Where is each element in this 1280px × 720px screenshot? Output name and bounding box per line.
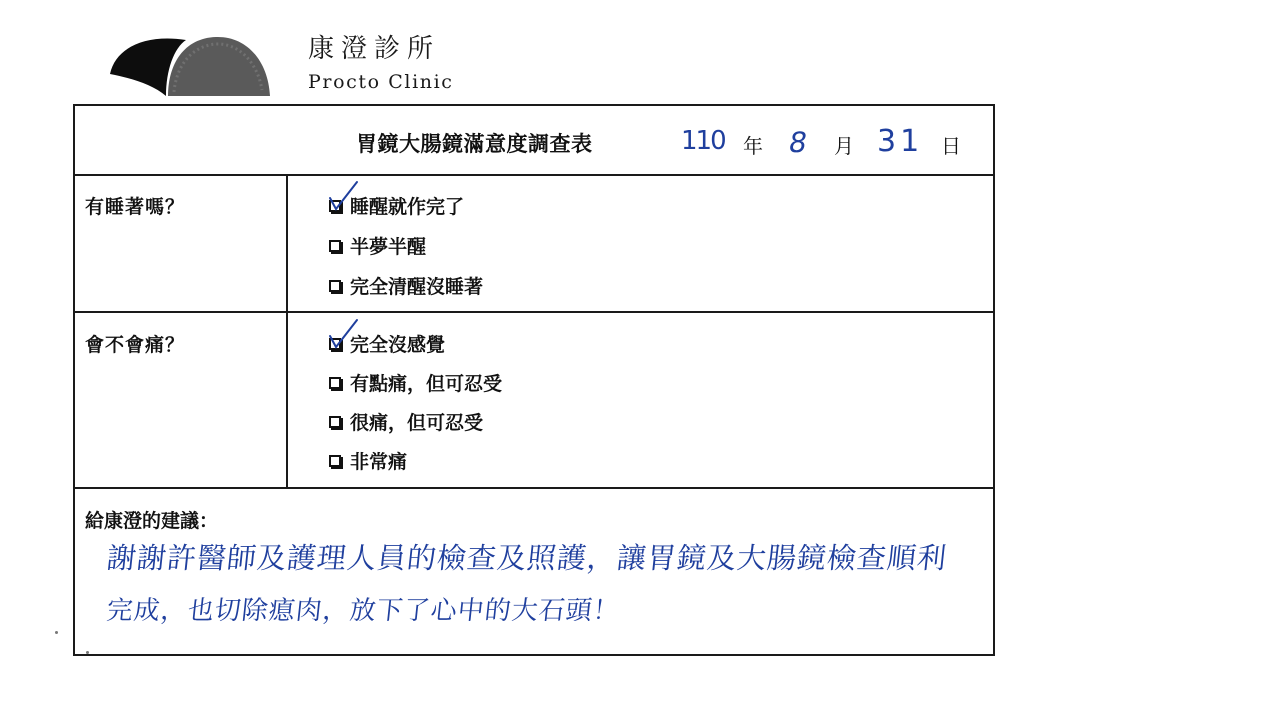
month-unit: 月 — [834, 134, 854, 158]
clinic-logo-icon — [108, 34, 272, 96]
checkbox[interactable] — [329, 200, 341, 212]
option-label: 完全清醒沒睡著 — [350, 276, 484, 298]
checkbox[interactable] — [329, 280, 341, 292]
clinic-name-cn: 康澄診所 — [308, 34, 441, 64]
day-handwritten: 31 — [877, 124, 924, 159]
checkbox[interactable] — [329, 240, 341, 252]
option-pain-2[interactable] — [329, 369, 502, 396]
option-pain-3[interactable] — [329, 408, 483, 435]
option-label: 半夢半醒 — [350, 236, 427, 258]
checkmark-icon — [327, 180, 361, 214]
option-label: 很痛，但可忍受 — [350, 412, 484, 434]
option-label: 有點痛，但可忍受 — [350, 373, 503, 395]
question-pain-label: 會不會痛？ — [85, 334, 186, 356]
year-handwritten: 110 — [681, 126, 725, 156]
suggestion-label: 給康澄的建議： — [85, 510, 219, 532]
month-handwritten: 8 — [786, 126, 810, 159]
option-label: 非常痛 — [350, 451, 408, 473]
checkbox[interactable] — [329, 455, 341, 467]
option-label: 睡醒就作完了 — [350, 196, 465, 218]
option-label: 完全沒感覺 — [350, 334, 446, 356]
survey-form — [73, 104, 995, 656]
question-sleep-label: 有睡著嗎？ — [85, 196, 186, 218]
option-pain-1[interactable] — [329, 330, 445, 357]
clinic-name-en: Procto Clinic — [308, 71, 454, 93]
option-sleep-1[interactable] — [329, 192, 464, 219]
form-title: 胃鏡大腸鏡滿意度調查表 — [356, 132, 593, 156]
option-pain-4[interactable] — [329, 447, 407, 474]
option-sleep-3[interactable] — [329, 272, 483, 299]
day-unit: 日 — [941, 134, 961, 158]
option-sleep-2[interactable] — [329, 232, 426, 259]
checkbox[interactable] — [329, 377, 341, 389]
checkbox[interactable] — [329, 338, 341, 350]
year-unit: 年 — [743, 134, 763, 158]
scan-speck — [86, 651, 89, 654]
handwritten-comment-line-2: 完成，也切除瘜肉，放下了心中的大石頭！ — [105, 596, 622, 626]
divider — [75, 174, 993, 176]
handwritten-comment-line-1: 謝謝許醫師及護理人員的檢查及照護，讓胃鏡及大腸鏡檢查順利 — [105, 541, 949, 575]
column-divider — [286, 176, 288, 487]
checkmark-icon — [327, 318, 361, 352]
divider — [75, 487, 993, 489]
divider — [75, 311, 993, 313]
scan-speck — [55, 631, 58, 634]
checkbox[interactable] — [329, 416, 341, 428]
